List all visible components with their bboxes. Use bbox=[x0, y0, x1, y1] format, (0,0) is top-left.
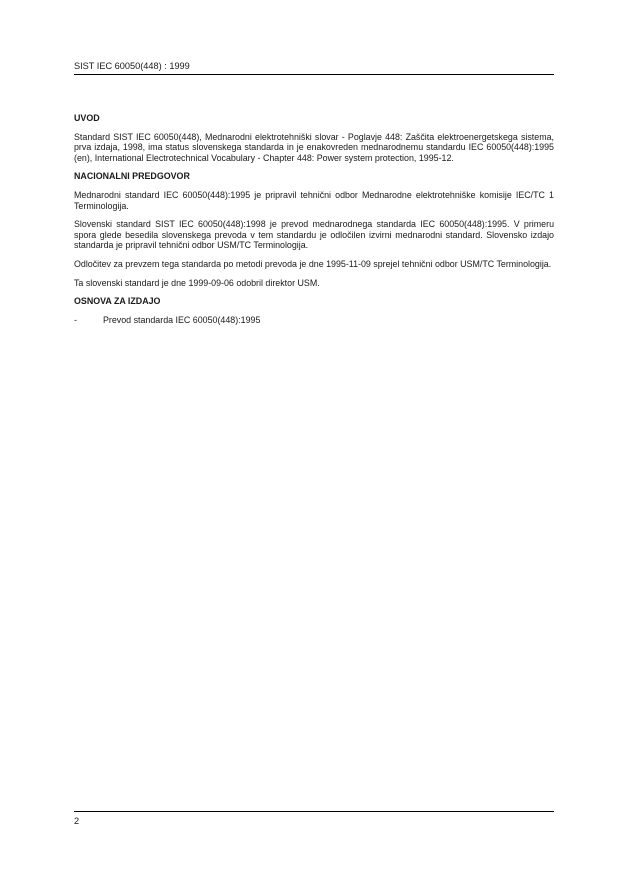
header-rule bbox=[74, 74, 554, 75]
page-number: 2 bbox=[74, 816, 80, 826]
footer-rule bbox=[74, 811, 554, 812]
paragraph: Mednarodni standard IEC 60050(448):1995 je pripravil tehnični odbor Mednarodne elektrotehniške komisije IEC/TC 1 Terminologija. bbox=[74, 189, 554, 211]
section-osnova-za-izdajo bbox=[74, 296, 554, 325]
section-heading: OSNOVA ZA IZDAJO bbox=[74, 296, 161, 307]
paragraph: Odločitev za prevzem tega standarda po metodi prevoda je dne 1995-11-09 sprejel tehnični odbor USM/TC Terminologija. bbox=[74, 258, 552, 269]
page-content bbox=[74, 113, 554, 325]
paragraph: Ta slovenski standard je dne 1999-09-06 odobril direktor USM. bbox=[74, 277, 320, 288]
list-item-text: Prevod standarda IEC 60050(448):1995 bbox=[103, 314, 261, 325]
section-nacionalni-predgovor bbox=[74, 171, 554, 288]
list-bullet: - bbox=[74, 314, 77, 325]
section-heading: UVOD bbox=[74, 113, 100, 123]
running-header: SIST IEC 60050(448) : 1999 bbox=[74, 61, 190, 71]
section-uvod bbox=[74, 113, 554, 163]
list-item bbox=[74, 315, 554, 326]
paragraph: Standard SIST IEC 60050(448), Mednarodni elektrotehniški slovar - Poglavje 448: Zaščita elektroenergetskega sistema, prva izdaja, 1998, ima status slovenskega standarda in je enakovreden mednarodnemu standardu IEC 60050(448):1995 (en), International Electrotechnical Vocabulary - Chapter 448: Power system protection, 1995-12. bbox=[74, 131, 554, 163]
section-heading: NACIONALNI PREDGOVOR bbox=[74, 171, 190, 182]
paragraph: Slovenski standard SIST IEC 60050(448):1998 je prevod mednarodnega standarda IEC 60050(448):1995. V primeru spora glede besedila slovenskega prevoda v tem standardu je odločilen izvirni mednarodni standard. Slovensko izdajo standarda je pripravil tehnični odbor USM/TC Terminologija. bbox=[74, 219, 554, 251]
